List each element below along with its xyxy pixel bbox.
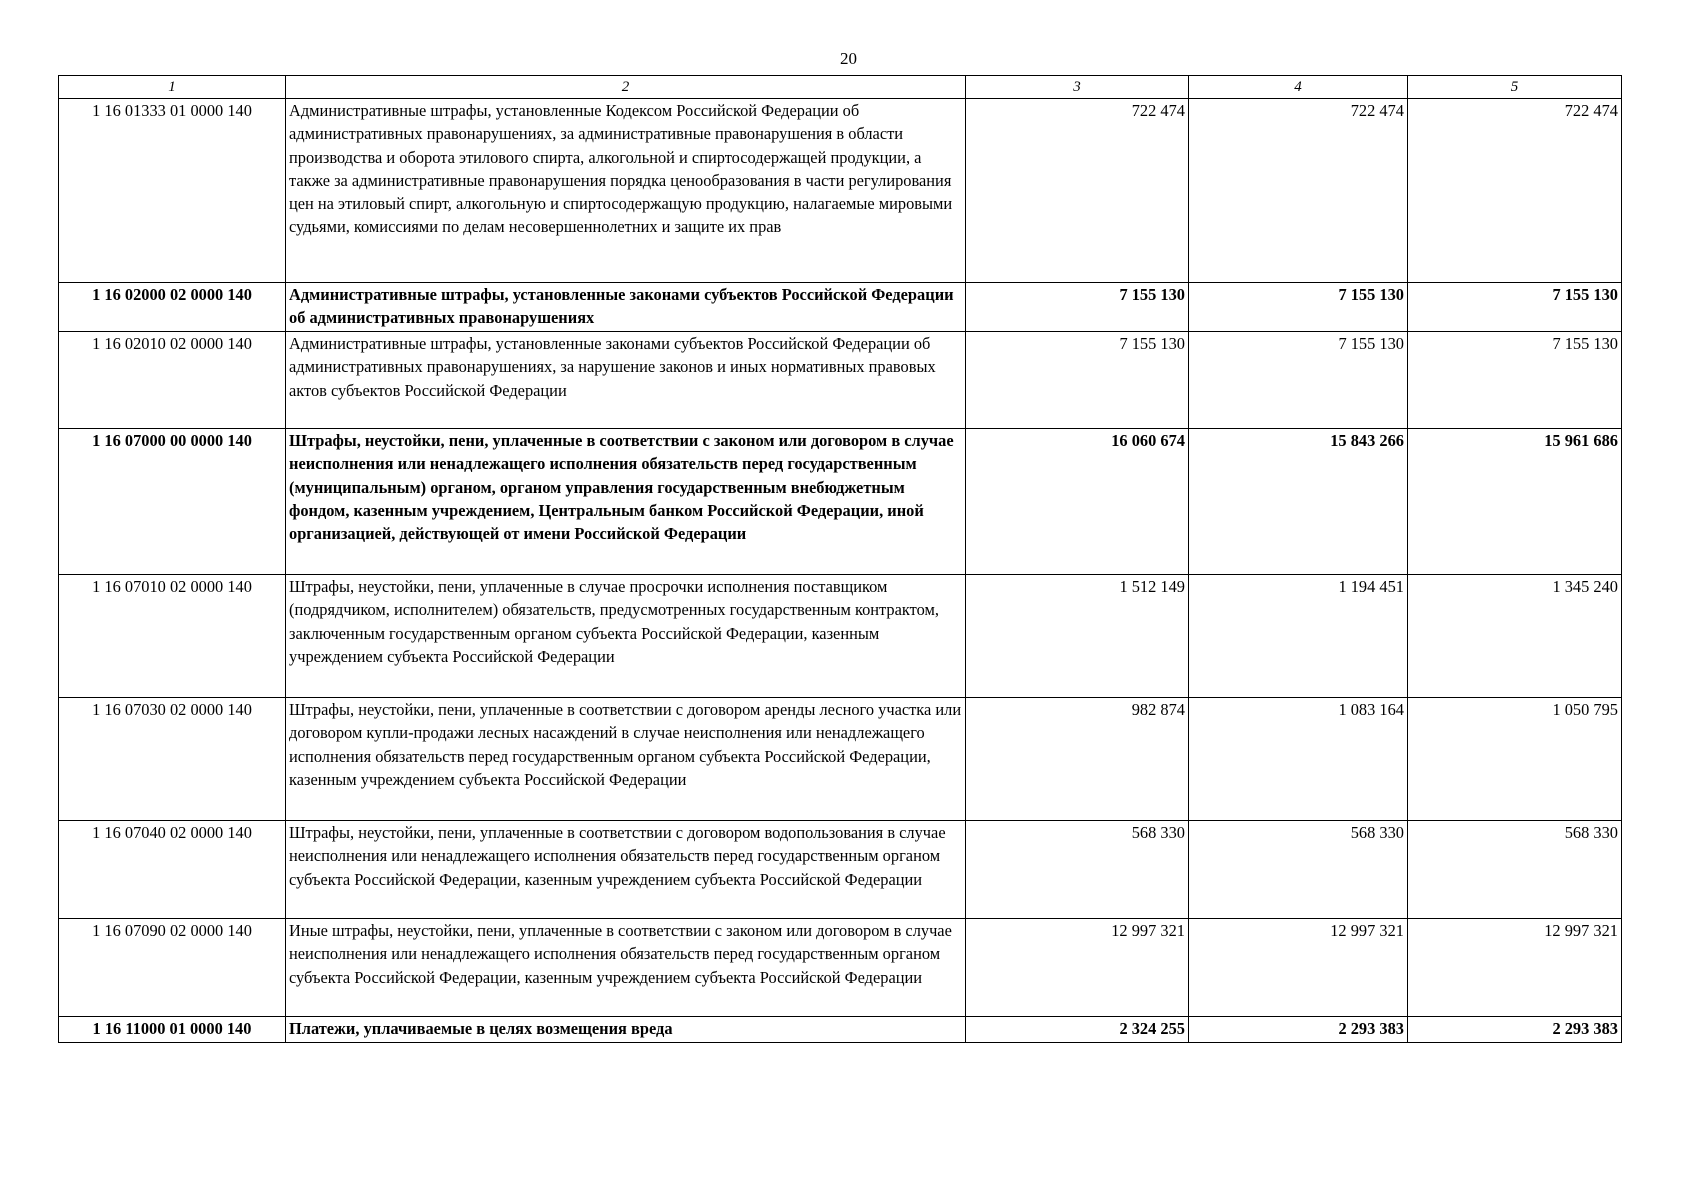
row-code: 1 16 02010 02 0000 140 (59, 332, 286, 429)
row-value-col5: 722 474 (1408, 99, 1622, 283)
row-value-col4: 12 997 321 (1189, 919, 1408, 1017)
row-name: Административные штрафы, установленные Кодексом Российской Федерации об административных правонарушениях, за административные правонарушения в области производства и оборота этилового спирта, алкогольной и спиртосодержащей продукции, а также за административные правонарушения порядка ценообразования в части регулирования цен на этиловый спирт, алкогольную и спиртосодержащую продукцию, налагаемые мировыми судьями, комиссиями по делам несовершеннолетних и защите их прав (286, 99, 966, 283)
row-name: Штрафы, неустойки, пени, уплаченные в соответствии с договором аренды лесного участка или договором купли-продажи лесных насаждений в случае неисполнения или ненадлежащего исполнения обязательств перед государственным органом субъекта Российской Федерации, казенным учреждением субъекта Российской Федерации (286, 698, 966, 821)
column-header-2: 2 (286, 76, 966, 99)
table-row (59, 332, 1622, 429)
row-name: Платежи, уплачиваемые в целях возмещения вреда (286, 1017, 966, 1043)
row-code: 1 16 07030 02 0000 140 (59, 698, 286, 821)
row-value-col5: 568 330 (1408, 821, 1622, 919)
row-value-col5: 1 050 795 (1408, 698, 1622, 821)
table-row (59, 283, 1622, 332)
row-code: 1 16 07010 02 0000 140 (59, 575, 286, 698)
row-value-col4: 1 194 451 (1189, 575, 1408, 698)
row-value-col3: 982 874 (966, 698, 1189, 821)
row-value-col3: 7 155 130 (966, 283, 1189, 332)
page-number: 20 (840, 49, 857, 68)
row-value-col5: 12 997 321 (1408, 919, 1622, 1017)
row-value-col4: 7 155 130 (1189, 283, 1408, 332)
row-code: 1 16 02000 02 0000 140 (59, 283, 286, 332)
row-name: Штрафы, неустойки, пени, уплаченные в случае просрочки исполнения поставщиком (подрядчиком, исполнителем) обязательств, предусмотренных государственным контрактом, заключенным государственным органом субъекта Российской Федерации, казенным учреждением субъекта Российской Федерации (286, 575, 966, 698)
row-code: 1 16 07090 02 0000 140 (59, 919, 286, 1017)
table-row (59, 821, 1622, 919)
row-value-col5: 7 155 130 (1408, 283, 1622, 332)
budget-table (58, 75, 1622, 1043)
row-value-col3: 1 512 149 (966, 575, 1189, 698)
row-code: 1 16 01333 01 0000 140 (59, 99, 286, 283)
row-value-col4: 722 474 (1189, 99, 1408, 283)
column-header-5: 5 (1408, 76, 1622, 99)
row-value-col3: 2 324 255 (966, 1017, 1189, 1043)
row-value-col4: 15 843 266 (1189, 429, 1408, 575)
row-value-col3: 568 330 (966, 821, 1189, 919)
column-header-3: 3 (966, 76, 1189, 99)
row-value-col4: 1 083 164 (1189, 698, 1408, 821)
row-value-col5: 1 345 240 (1408, 575, 1622, 698)
row-value-col5: 2 293 383 (1408, 1017, 1622, 1043)
row-value-col5: 7 155 130 (1408, 332, 1622, 429)
row-name: Административные штрафы, установленные законами субъектов Российской Федерации об административных правонарушениях, за нарушение законов и иных нормативных правовых актов субъектов Российской Федерации (286, 332, 966, 429)
table-row (59, 99, 1622, 283)
row-name: Штрафы, неустойки, пени, уплаченные в соответствии с договором водопользования в случае неисполнения или ненадлежащего исполнения обязательств перед государственным органом субъекта Российской Федерации, казенным учреждением субъекта Российской Федерации (286, 821, 966, 919)
table-row (59, 919, 1622, 1017)
row-value-col3: 7 155 130 (966, 332, 1189, 429)
row-value-col3: 722 474 (966, 99, 1189, 283)
row-value-col4: 7 155 130 (1189, 332, 1408, 429)
table-row (59, 429, 1622, 575)
column-header-1: 1 (59, 76, 286, 99)
column-header-4: 4 (1189, 76, 1408, 99)
row-name: Штрафы, неустойки, пени, уплаченные в соответствии с законом или договором в случае неисполнения или ненадлежащего исполнения обязательств перед государственным (муниципальным) органом, органом управления государственным внебюджетным фондом, казенным учреждением, Центральным банком Российской Федерации, иной организацией, действующей от имени Российской Федерации (286, 429, 966, 575)
table-row (59, 698, 1622, 821)
row-value-col5: 15 961 686 (1408, 429, 1622, 575)
row-name: Иные штрафы, неустойки, пени, уплаченные в соответствии с законом или договором в случае неисполнения или ненадлежащего исполнения обязательств перед государственным органом субъекта Российской Федерации, казенным учреждением субъекта Российской Федерации (286, 919, 966, 1017)
row-value-col3: 12 997 321 (966, 919, 1189, 1017)
row-code: 1 16 11000 01 0000 140 (59, 1017, 286, 1043)
row-code: 1 16 07040 02 0000 140 (59, 821, 286, 919)
table-header-row (59, 76, 1622, 99)
row-value-col3: 16 060 674 (966, 429, 1189, 575)
row-value-col4: 568 330 (1189, 821, 1408, 919)
row-name: Административные штрафы, установленные законами субъектов Российской Федерации об административных правонарушениях (286, 283, 966, 332)
table-row (59, 1017, 1622, 1043)
row-value-col4: 2 293 383 (1189, 1017, 1408, 1043)
row-code: 1 16 07000 00 0000 140 (59, 429, 286, 575)
table-row (59, 575, 1622, 698)
